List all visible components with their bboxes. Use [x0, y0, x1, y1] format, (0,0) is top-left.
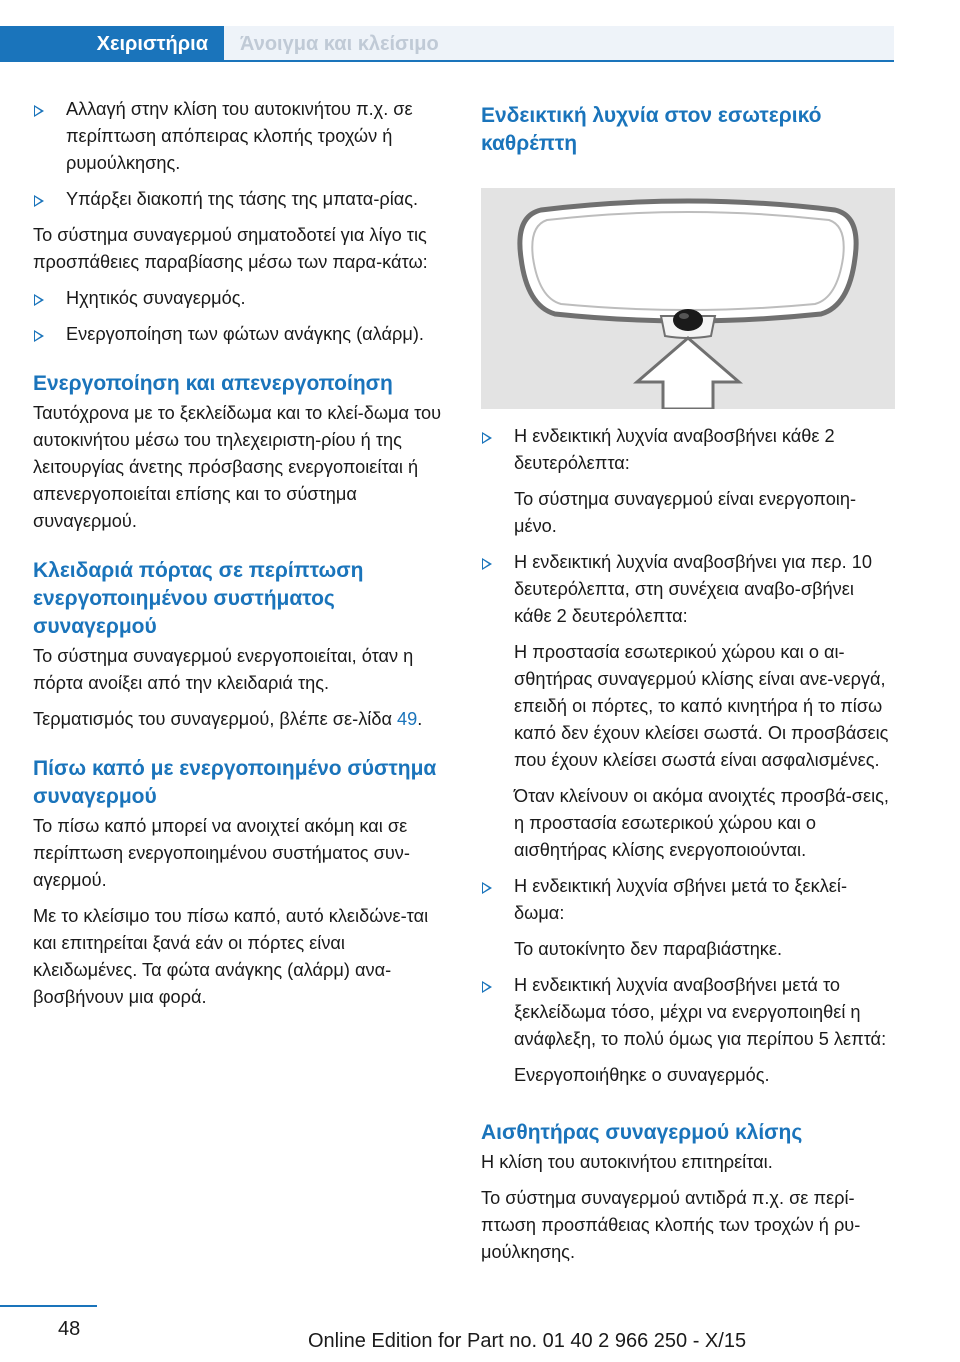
paragraph: Το πίσω καπό μπορεί να ανοιχτεί ακόμη και σε περίπτωση ενεργοποιημένου συστήματος συν‐αγερμού. — [33, 816, 410, 890]
list-item: Η ενδεικτική λυχνία αναβοσβήνει μετά το ξεκλείδωμα τόσο, μέχρι να ενεργοποιηθεί η ανάφλεξη, το πολύ όμως για περίπου 5 λεπτά: — [481, 972, 893, 1053]
paragraph: Το σύστημα συναγερμού σηματοδοτεί για λίγο τις προσπάθειες παραβίασης μέσω των παρα‐κάτω: — [33, 225, 428, 272]
footer-rule — [0, 1305, 97, 1307]
list-item: Υπάρξει διακοπή της τάσης της μπατα‐ρίας. — [33, 186, 445, 213]
list-item-detail: Η προστασία εσωτερικού χώρου και ο αι‐σθητήρας συναγερμού κλίσης είναι ανε‐νεργά, επειδή οι πόρτες, το καπό κινητήρα ή το πίσω καπό δεν έχουν κλείσει σωστά. Οι προσβάσεις που έχουν κλείσει σωστά είναι ασφαλισμένες. — [514, 642, 889, 770]
list-item: Ηχητικός συναγερμός. — [33, 285, 445, 312]
section-heading: Ενεργοποίηση και απενεργοποίηση — [33, 372, 393, 395]
bullet-triangle-icon — [34, 330, 44, 342]
paragraph: Τερματισμός του συναγερμού, βλέπε σε‐λίδα 49. — [33, 709, 423, 729]
section-heading: Ενδεικτική λυχνία στον εσωτερικό καθρέπτη — [481, 104, 822, 155]
mirror-indicator-icon — [481, 188, 895, 409]
list-item: Αλλαγή στην κλίση του αυτοκινήτου π.χ. σε περίπτωση απόπειρας κλοπής τροχών ή ρυμούλκησης. — [33, 96, 445, 177]
page-header — [0, 0, 960, 62]
list-item: Η ενδεικτική λυχνία αναβοσβήνει κάθε 2 δευτερόλεπτα: — [481, 423, 893, 477]
list-item: Η ενδεικτική λυχνία αναβοσβήνει για περ. 10 δευτερόλεπτα, στη συνέχεια αναβο‐σβήνει κάθε 2 δευτερόλεπτα: — [481, 549, 893, 630]
header-rule — [224, 60, 894, 62]
header-tab-inactive: Άνοιγμα και κλείσιμο — [224, 26, 894, 62]
list-item-detail: Όταν κλείνουν οι ακόμα ανοιχτές προσβά‐σεις, η προστασία εσωτερικού χώρου και ο αισθητήρας κλίσης ενεργοποιούνται. — [514, 786, 889, 860]
bullet-triangle-icon — [482, 432, 492, 444]
list-item: Ενεργοποίηση των φώτων ανάγκης (αλάρμ). — [33, 321, 445, 348]
page-number: 48 — [58, 1318, 81, 1340]
list-item-detail: Το σύστημα συναγερμού είναι ενεργοποιη‐μένο. — [514, 489, 857, 536]
bullet-triangle-icon — [482, 882, 492, 894]
section-heading: Αισθητήρας συναγερμού κλίσης — [481, 1121, 803, 1144]
footer-edition: Online Edition for Part no. 01 40 2 966 250 - X/15 — [308, 1330, 747, 1352]
bullet-triangle-icon — [482, 981, 492, 993]
list-item-detail: Το αυτοκίνητο δεν παραβιάστηκε. — [514, 939, 783, 959]
bullet-triangle-icon — [34, 105, 44, 117]
section-heading: Κλειδαριά πόρτας σε περίπτωση ενεργοποιημένου συστήματος συναγερμού — [33, 559, 364, 638]
bullet-triangle-icon — [34, 294, 44, 306]
rearview-mirror-illustration — [481, 188, 895, 409]
paragraph: Το σύστημα συναγερμού αντιδρά π.χ. σε περί‐πτωση προσπάθειας κλοπής των τροχών ή ρυ‐μούλκησης. — [481, 1188, 861, 1262]
bullet-triangle-icon — [34, 195, 44, 207]
paragraph: Ταυτόχρονα με το ξεκλείδωμα και το κλεί‐δωμα του αυτοκινήτου μέσω του τηλεχειριστη‐ρίου ή της λειτουργίας άνετης πρόσβασης ενεργοποιείται ή απενεργοποιείται επίσης και το σύστημα συναγερμού. — [33, 403, 442, 531]
list-item-detail: Ενεργοποιήθηκε ο συναγερμός. — [514, 1065, 770, 1085]
paragraph: Το σύστημα συναγερμού ενεργοποιείται, όταν η πόρτα ανοίξει από την κλειδαριά της. — [33, 646, 414, 693]
paragraph: Με το κλείσιμο του πίσω καπό, αυτό κλειδώνε‐ται και επιτηρείται ξανά εάν οι πόρτες είναι κλειδωμένες. Τα φώτα ανάγκης (αλάρμ) ανα‐βοσβήνουν μια φορά. — [33, 906, 429, 1007]
section-heading: Πίσω καπό με ενεργοποιημένο σύστημα συναγερμού — [33, 757, 437, 808]
right-column — [481, 96, 893, 1275]
page-reference-link[interactable]: 49 — [397, 709, 418, 729]
left-column — [33, 96, 445, 1020]
header-tab-active: Χειριστήρια — [0, 26, 224, 62]
paragraph: Η κλίση του αυτοκινήτου επιτηρείται. — [481, 1152, 773, 1172]
list-item: Η ενδεικτική λυχνία σβήνει μετά το ξεκλεί‐δωμα: — [481, 873, 893, 927]
bullet-triangle-icon — [482, 558, 492, 570]
